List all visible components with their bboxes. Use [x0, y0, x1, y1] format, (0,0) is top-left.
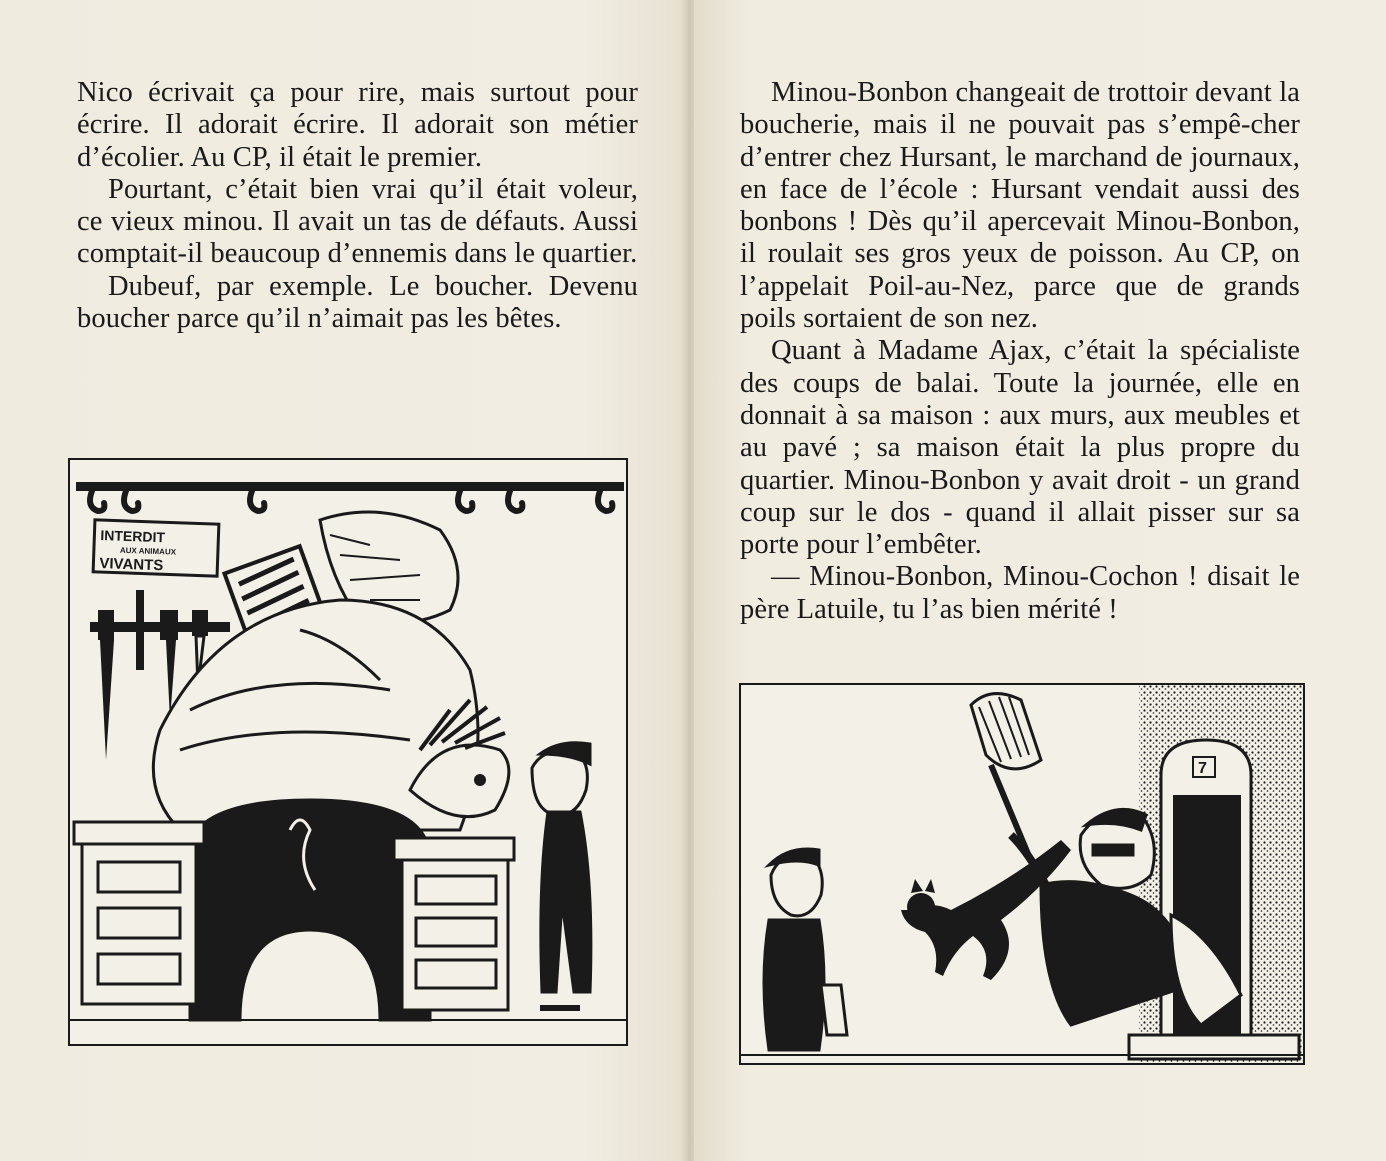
interdit-sign — [93, 520, 219, 576]
boy-figure — [532, 743, 591, 1008]
meat-hooks — [90, 491, 612, 511]
left-page — [0, 0, 686, 1161]
sign-line-3: VIVANTS — [99, 555, 164, 575]
paragraph: Dubeuf, par exemple. Le boucher. Devenu boucher parce qu’il n’aimait pas les bêtes. — [77, 270, 638, 335]
boy-figure — [764, 849, 847, 1050]
paragraph: Pourtant, c’était bien vrai qu’il était voleur, ce vieux minou. Il avait un tas de défauts. Aussi comptait-il beaucoup d’ennemis dans le quartier. — [77, 173, 638, 270]
hook-rail — [76, 482, 624, 491]
paragraph: Minou-Bonbon changeait de trottoir devant la boucherie, mais il ne pouvait pas s’empê-cher d’entrer chez Hursant, le marchand de journaux, en face de l’école : Hursant vendait aussi des bonbons ! Dès qu’il apercevait Minou-Bonbon, il roulait ses gros yeux de poisson. Au CP, on l’appelait Poil-au-Nez, parce que de grands poils sortaient de son nez. — [740, 77, 1300, 335]
sign-line-1: INTERDIT — [100, 527, 166, 546]
paragraph: Quant à Madame Ajax, c’était la spécialiste des coups de balai. Toute la journée, elle en donnait à sa maison : aux murs, aux meubles et au pavé ; sa maison était la plus propre du quartier. Minou-Bonbon y avait droit - un grand coup sur le dos - quand il allait pisser sur sa porte pour l’embêter. — [740, 335, 1300, 561]
paragraph: Nico écrivait ça pour rire, mais surtout pour écrire. Il adorait écrire. Il adorait son métier d’écolier. Au CP, il était le premier. — [77, 77, 638, 173]
butcher-illustration — [68, 458, 628, 1046]
left-page-text — [77, 77, 638, 335]
counter-right — [394, 838, 514, 1010]
broom-illustration — [739, 683, 1305, 1065]
counter-left — [74, 822, 204, 1004]
house-number: 7 — [1198, 760, 1207, 777]
sign-line-2: AUX ANIMAUX — [119, 545, 177, 557]
right-page-text — [740, 77, 1300, 626]
paragraph: — Minou-Bonbon, Minou-Cochon ! disait le père Latuile, tu l’as bien mérité ! — [740, 561, 1300, 625]
